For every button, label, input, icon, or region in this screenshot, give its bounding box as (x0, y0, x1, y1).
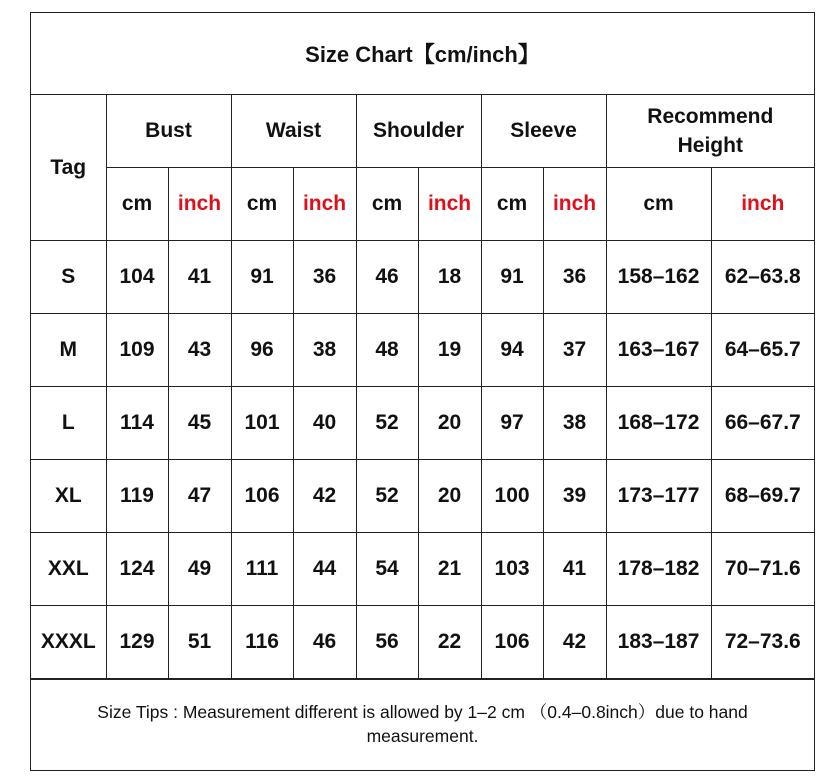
measurement-cell: 21 (418, 533, 481, 606)
unit-inch: inch (543, 168, 606, 241)
waist-header: Waist (231, 95, 356, 168)
measurement-cell: 20 (418, 387, 481, 460)
measurement-cell: 106 (231, 460, 293, 533)
unit-cm: cm (481, 168, 543, 241)
table-row (31, 533, 814, 606)
size-tips-text: Size Tips : Measurement different is allowed by 1–2 cm （0.4–0.8inch）due to hand measurement. (97, 701, 753, 746)
unit-inch: inch (168, 168, 231, 241)
measurement-cell: 124 (106, 533, 168, 606)
measurement-cell: 66–67.7 (711, 387, 814, 460)
chart-title: Size Chart【cm/inch】 (305, 42, 540, 67)
measurement-cell: 40 (293, 387, 356, 460)
measurement-cell: 20 (418, 460, 481, 533)
chart-title-row (31, 13, 814, 95)
size-tag-cell: XXL (31, 533, 106, 606)
measurement-cell: 37 (543, 314, 606, 387)
measurement-cell: 42 (293, 460, 356, 533)
recommend-height-header (606, 95, 814, 168)
measurement-cell: 72–73.6 (711, 606, 814, 679)
shoulder-header: Shoulder (356, 95, 481, 168)
measurement-cell: 52 (356, 387, 418, 460)
measurement-cell: 111 (231, 533, 293, 606)
measurement-cell: 36 (293, 241, 356, 314)
measurement-cell: 52 (356, 460, 418, 533)
measurement-cell: 70–71.6 (711, 533, 814, 606)
size-tips (31, 679, 814, 767)
unit-cm: cm (231, 168, 293, 241)
measurement-cell: 41 (168, 241, 231, 314)
measurement-cell: 173–177 (606, 460, 711, 533)
unit-cm: cm (356, 168, 418, 241)
measurement-cell: 41 (543, 533, 606, 606)
measurement-cell: 101 (231, 387, 293, 460)
measurement-cell: 183–187 (606, 606, 711, 679)
measurement-cell: 178–182 (606, 533, 711, 606)
measurement-cell: 168–172 (606, 387, 711, 460)
measurement-cell: 47 (168, 460, 231, 533)
measurement-cell: 97 (481, 387, 543, 460)
measurement-cell: 46 (356, 241, 418, 314)
measurement-cell: 64–65.7 (711, 314, 814, 387)
measurement-cell: 45 (168, 387, 231, 460)
measurement-cell: 42 (543, 606, 606, 679)
measurement-cell: 119 (106, 460, 168, 533)
measurement-cell: 46 (293, 606, 356, 679)
measurement-cell: 54 (356, 533, 418, 606)
unit-cm: cm (106, 168, 168, 241)
measurement-cell: 114 (106, 387, 168, 460)
measurement-cell: 36 (543, 241, 606, 314)
measurement-cell: 163–167 (606, 314, 711, 387)
table-row (31, 314, 814, 387)
measurement-cell: 38 (293, 314, 356, 387)
measurement-cell: 62–63.8 (711, 241, 814, 314)
bust-header: Bust (106, 95, 231, 168)
tag-header: Tag (31, 95, 106, 241)
measurement-cell: 48 (356, 314, 418, 387)
table-row (31, 606, 814, 679)
size-chart-sheet (30, 12, 815, 771)
measurement-cell: 18 (418, 241, 481, 314)
measurement-cell: 44 (293, 533, 356, 606)
measurement-cell: 106 (481, 606, 543, 679)
measurement-cell: 129 (106, 606, 168, 679)
measurement-cell: 104 (106, 241, 168, 314)
table-row (31, 241, 814, 314)
measurement-cell: 43 (168, 314, 231, 387)
size-tag-cell: S (31, 241, 106, 314)
measurement-cell: 109 (106, 314, 168, 387)
measurement-cell: 91 (481, 241, 543, 314)
header-row-groups (31, 95, 814, 168)
unit-inch: inch (418, 168, 481, 241)
table-row (31, 460, 814, 533)
unit-cm: cm (606, 168, 711, 241)
size-tag-cell: L (31, 387, 106, 460)
size-table (31, 95, 814, 679)
unit-inch: inch (293, 168, 356, 241)
measurement-cell: 38 (543, 387, 606, 460)
unit-inch: inch (711, 168, 814, 241)
measurement-cell: 49 (168, 533, 231, 606)
measurement-cell: 158–162 (606, 241, 711, 314)
header-row-units (31, 168, 814, 241)
measurement-cell: 19 (418, 314, 481, 387)
measurement-cell: 56 (356, 606, 418, 679)
measurement-cell: 91 (231, 241, 293, 314)
size-tag-cell: M (31, 314, 106, 387)
measurement-cell: 68–69.7 (711, 460, 814, 533)
table-row (31, 387, 814, 460)
measurement-cell: 116 (231, 606, 293, 679)
measurement-cell: 96 (231, 314, 293, 387)
sleeve-header: Sleeve (481, 95, 606, 168)
measurement-cell: 94 (481, 314, 543, 387)
measurement-cell: 103 (481, 533, 543, 606)
measurement-cell: 100 (481, 460, 543, 533)
recommend-height-label: Recommend Height (647, 105, 774, 157)
measurement-cell: 39 (543, 460, 606, 533)
measurement-cell: 51 (168, 606, 231, 679)
measurement-cell: 22 (418, 606, 481, 679)
size-tag-cell: XL (31, 460, 106, 533)
size-tag-cell: XXXL (31, 606, 106, 679)
